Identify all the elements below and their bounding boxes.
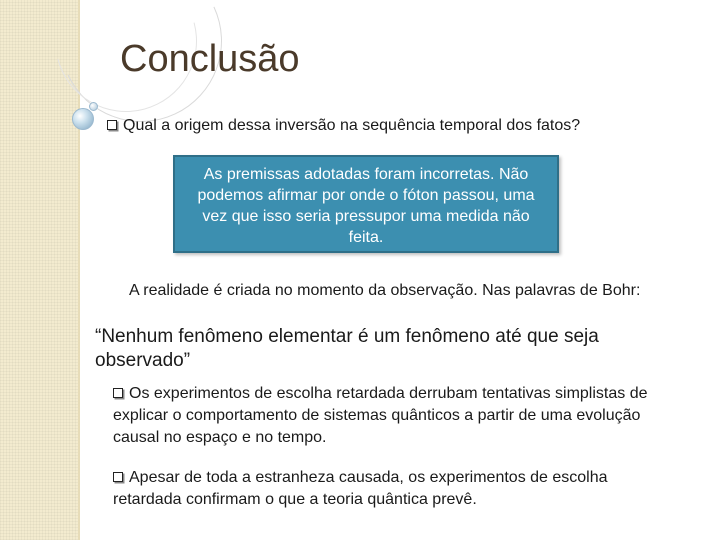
- bohr-quote: “Nenhum fenômeno elementar é um fenômeno até que seja observado”: [95, 326, 599, 371]
- bullet-point-2: [113, 467, 653, 511]
- slide-title: Conclusão: [120, 38, 300, 80]
- checkbox-bullet-icon: [107, 120, 117, 130]
- bullet-point-1-text: Os experimentos de escolha retardada derrubam tentativas simplistas de explicar o comportamento de sistemas quânticos a partir de uma evolução causal no espaço e no tempo.: [113, 385, 648, 446]
- bullet-point-2-text: Apesar de toda a estranheza causada, os experimentos de escolha retardada confirmam o que a teoria quântica prevê.: [113, 469, 608, 508]
- checkbox-bullet-icon: [113, 472, 123, 482]
- question-item: [107, 117, 580, 135]
- question-text: Qual a origem dessa inversão na sequência temporal dos fatos?: [123, 117, 581, 134]
- decorative-orb-icon: [72, 108, 94, 130]
- decorative-small-orb-icon: [89, 102, 98, 111]
- answer-box: As premissas adotadas foram incorretas. Não podemos afirmar por onde o fóton passou, uma vez que isso seria pressupor uma medida não feita.: [173, 155, 559, 253]
- reality-statement: A realidade é criada no momento da observação. Nas palavras de Bohr:: [129, 282, 641, 299]
- checkbox-bullet-icon: [113, 388, 123, 398]
- bullet-point-1: [113, 383, 653, 449]
